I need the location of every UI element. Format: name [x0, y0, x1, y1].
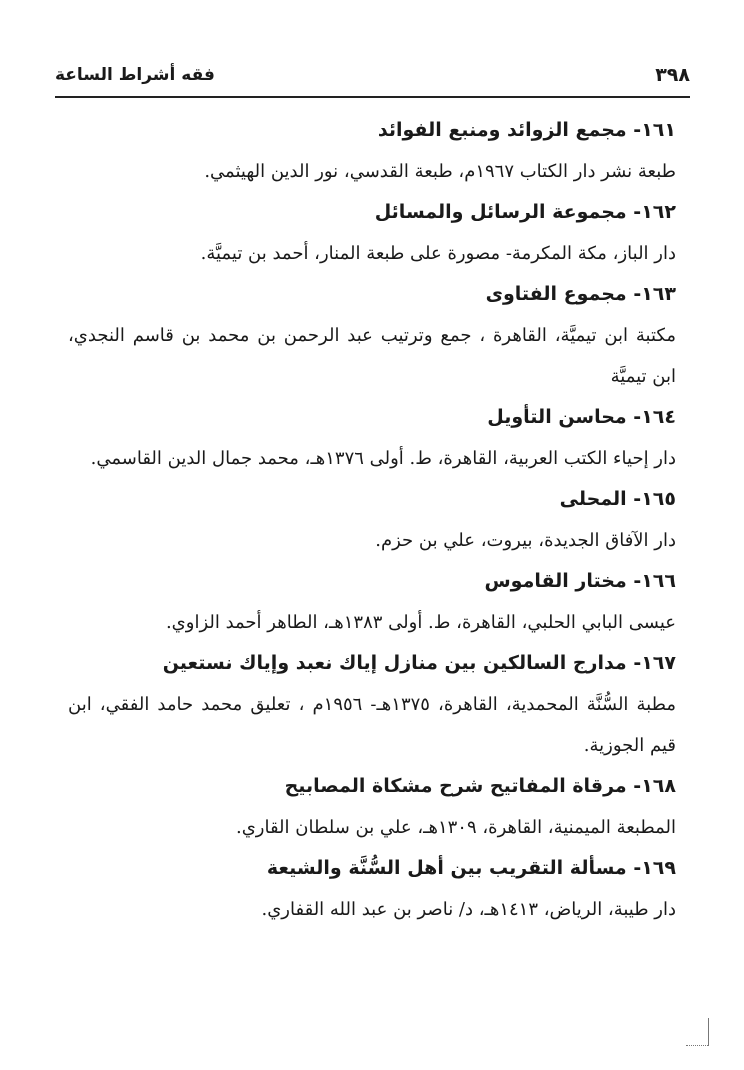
entry-title: ١٦٨- مرقاة المفاتيح شرح مشكاة المصابيح — [284, 775, 676, 797]
page-number: ٣٩٨ — [655, 64, 690, 86]
header-rule — [55, 96, 690, 98]
entry-title: ١٦٦- مختار القاموس — [484, 570, 676, 592]
bibliography-entry — [68, 479, 676, 561]
entry-title: ١٦٢- مجموعة الرسائل والمسائل — [374, 201, 676, 223]
entry-title: ١٦٣- مجموع الفتاوى — [485, 283, 676, 305]
bibliography-entry — [68, 848, 676, 930]
entry-description: دار إحياء الكتب العربية، القاهرة، ط. أولى ١٣٧٦هـ، محمد جمال الدين القاسمي. — [90, 448, 676, 469]
entry-description: مطبة السُّنَّة المحمدية، القاهرة، ١٣٧٥هـ- ١٩٥٦م ، تعليق محمد حامد الفقي، ابن قيم الجوزية. — [68, 694, 677, 756]
entry-description: المطبعة الميمنية، القاهرة، ١٣٠٩هـ، علي بن سلطان القاري. — [235, 817, 676, 838]
running-title: فقه أشراط الساعة — [55, 65, 215, 85]
entry-title: ١٦٧- مدارج السالكين بين منازل إياك نعبد وإياك نستعين — [162, 652, 676, 674]
entry-description: دار الباز، مكة المكرمة- مصورة على طبعة المنار، أحمد بن تيميَّة. — [200, 243, 676, 264]
bibliography-entry — [68, 561, 676, 643]
bibliography-entry — [68, 643, 676, 766]
entry-title: ١٦٥- المحلى — [559, 488, 676, 510]
bibliography-entry — [68, 274, 676, 397]
scan-margin-dots — [686, 1045, 708, 1046]
bibliography-entry — [68, 192, 676, 274]
entry-title: ١٦٤- محاسن التأويل — [487, 406, 676, 428]
entry-description: عيسى البابي الحلبي، القاهرة، ط. أولى ١٣٨٣هـ، الطاهر أحمد الزاوي. — [165, 612, 676, 633]
entry-description: دار طيبة، الرياض، ١٤١٣هـ، د/ ناصر بن عبد الله القفاري. — [261, 899, 676, 920]
scan-margin-line — [708, 1018, 709, 1046]
entry-description: مكتبة ابن تيميَّة، القاهرة ، جمع وترتيب عبد الرحمن بن محمد بن قاسم النجدي، ابن تيميَّة — [68, 325, 676, 387]
bibliography-entry — [68, 397, 676, 479]
bibliography-entry — [68, 110, 676, 192]
bibliography-list — [68, 110, 676, 930]
bibliography-entry — [68, 766, 676, 848]
scan-margin-mark — [686, 1018, 710, 1048]
entry-description: طبعة نشر دار الكتاب ١٩٦٧م، طبعة القدسي، نور الدين الهيثمي. — [204, 161, 676, 182]
entry-title: ١٦٩- مسألة التقريب بين أهل السُّنَّة والشيعة — [266, 857, 676, 879]
entry-description: دار الآفاق الجديدة، بيروت، علي بن حزم. — [375, 530, 676, 551]
running-header — [55, 58, 690, 92]
entry-title: ١٦١- مجمع الزوائد ومنبع الفوائد — [377, 119, 676, 141]
